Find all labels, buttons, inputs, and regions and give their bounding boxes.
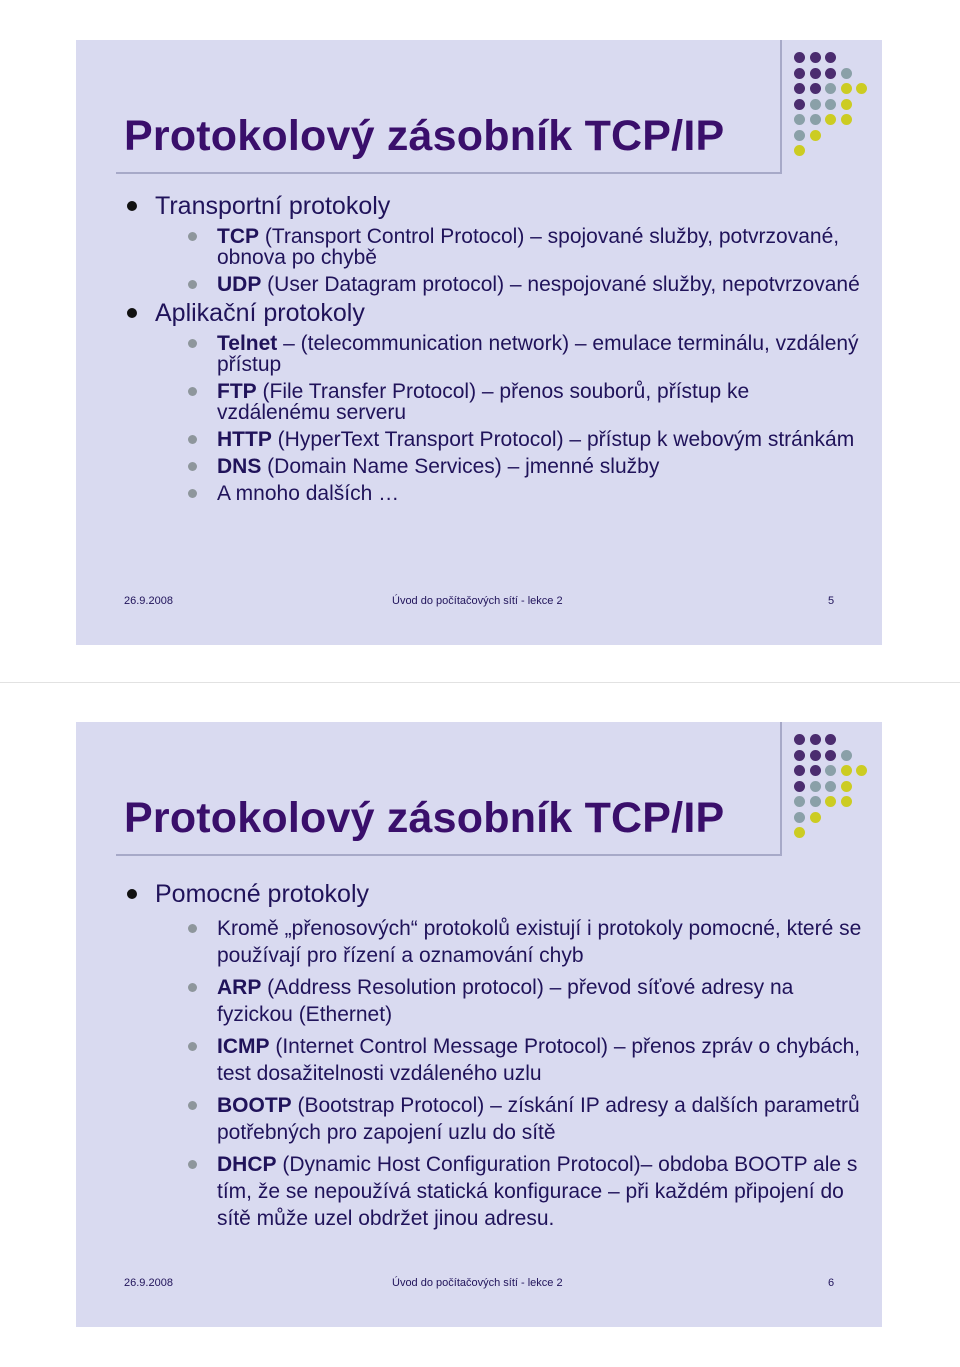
logo-dot [825, 52, 836, 63]
protocol-description: (Bootstrap Protocol) – získání IP adresy a dalších parametrů potřebných pro zapojení uzlu do sítě [217, 1094, 860, 1144]
protocol-description: (Transport Control Protocol) – spojované služby, potvrzované, obnova po chybě [217, 225, 840, 269]
list-item [155, 483, 862, 504]
logo-dot [841, 765, 852, 776]
section-heading: Pomocné protokoly [155, 880, 370, 908]
logo-dot [825, 796, 836, 807]
section-transport [124, 192, 862, 295]
list-item [155, 915, 862, 969]
protocol-term: Telnet [217, 332, 278, 355]
protocol-term: DHCP [217, 1153, 277, 1176]
section-heading: Aplikační protokoly [155, 299, 365, 327]
footer-date: 26.9.2008 [124, 1277, 173, 1289]
bullet-dot-icon [127, 201, 137, 211]
logo-dot [810, 52, 821, 63]
logo-dot [825, 765, 836, 776]
bullet-list [124, 192, 862, 504]
logo-dot [825, 781, 836, 792]
protocol-term: HTTP [217, 428, 272, 451]
logo-dot [810, 796, 821, 807]
logo-dot [841, 99, 852, 110]
sub-list [155, 915, 862, 1232]
logo-dot [825, 734, 836, 745]
logo-dot [825, 99, 836, 110]
sub-bullet-dot-icon [188, 924, 197, 933]
bullet-dot-icon [127, 308, 137, 318]
dot-grid-logo [792, 730, 872, 840]
sub-bullet-dot-icon [188, 1160, 197, 1169]
bullet-list [124, 880, 862, 1232]
list-item [155, 1151, 862, 1232]
dot-grid-logo [792, 48, 872, 158]
slide-2 [76, 722, 882, 1327]
logo-dot [794, 68, 805, 79]
title-underline [116, 172, 781, 174]
logo-dot [825, 68, 836, 79]
sub-bullet-dot-icon [188, 435, 197, 444]
slide-1 [76, 40, 882, 645]
title-underline [116, 854, 781, 856]
protocol-term: ICMP [217, 1035, 270, 1058]
logo-dot [841, 68, 852, 79]
logo-dot [810, 765, 821, 776]
logo-dot [794, 827, 805, 838]
sub-bullet-dot-icon [188, 1101, 197, 1110]
protocol-term: TCP [217, 225, 259, 248]
slide-content [124, 880, 862, 1232]
sub-bullet-dot-icon [188, 1042, 197, 1051]
list-item [155, 456, 862, 477]
logo-dot [810, 114, 821, 125]
logo-dot [841, 796, 852, 807]
logo-dot [794, 781, 805, 792]
sub-bullet-dot-icon [188, 232, 197, 241]
logo-dot [794, 796, 805, 807]
protocol-description: (Dynamic Host Configuration Protocol)– obdoba BOOTP ale s tím, že se nepoužívá statická konfigurace – při každém připojení do sítě může uzel obdržet jinou adresu. [217, 1153, 858, 1230]
logo-dot [810, 83, 821, 94]
logo-dot [810, 734, 821, 745]
protocol-term: FTP [217, 380, 257, 403]
logo-dot [841, 750, 852, 761]
logo-dot [825, 83, 836, 94]
page-separator [0, 682, 960, 683]
logo-dot [841, 83, 852, 94]
list-item [155, 974, 862, 1028]
protocol-term: BOOTP [217, 1094, 292, 1117]
logo-dot [794, 130, 805, 141]
logo-dot [810, 68, 821, 79]
logo-dot [794, 83, 805, 94]
logo-dot [794, 765, 805, 776]
logo-dot [856, 83, 867, 94]
logo-dot [810, 781, 821, 792]
list-item [155, 429, 862, 450]
logo-dot [841, 781, 852, 792]
list-item [155, 333, 862, 375]
sub-list [155, 226, 862, 295]
protocol-description: (Address Resolution protocol) – převod síťové adresy na fyzickou (Ethernet) [217, 976, 794, 1026]
sub-bullet-dot-icon [188, 387, 197, 396]
logo-dot [794, 114, 805, 125]
section-application [124, 299, 862, 504]
logo-dot [825, 750, 836, 761]
logo-dot [856, 765, 867, 776]
list-item [155, 226, 862, 268]
protocol-description: (Internet Control Message Protocol) – přenos zpráv o chybách, test dosažitelnosti vzdáleného uzlu [217, 1035, 861, 1085]
logo-dot [810, 750, 821, 761]
sub-bullet-dot-icon [188, 339, 197, 348]
logo-dot [794, 812, 805, 823]
logo-dot [794, 99, 805, 110]
footer-page-number: 6 [828, 1277, 835, 1289]
protocol-description: (HyperText Transport Protocol) – přístup k webovým stránkám [271, 428, 855, 451]
footer-date: 26.9.2008 [124, 595, 173, 607]
footer-page-number: 5 [828, 595, 835, 607]
bullet-dot-icon [127, 889, 137, 899]
sub-bullet-dot-icon [188, 462, 197, 471]
title-vertical-rule [780, 40, 782, 174]
footer-course-title: Úvod do počítačových sítí - lekce 2 [392, 1277, 563, 1289]
list-item [155, 274, 862, 295]
section-auxiliary [124, 880, 862, 1232]
sub-bullet-dot-icon [188, 489, 197, 498]
protocol-term: DNS [217, 455, 262, 478]
sub-bullet-dot-icon [188, 983, 197, 992]
logo-dot [794, 145, 805, 156]
list-item [155, 1092, 862, 1146]
sub-bullet-dot-icon [188, 280, 197, 289]
protocol-description: A mnoho dalších … [217, 482, 400, 505]
list-item [155, 381, 862, 423]
logo-dot [794, 750, 805, 761]
protocol-description: (User Datagram protocol) – nespojované služby, nepotvrzované [261, 273, 860, 296]
sub-list [155, 333, 862, 504]
logo-dot [794, 52, 805, 63]
protocol-description: – (telecommunication network) – emulace terminálu, vzdálený přístup [217, 332, 859, 376]
footer-course-title: Úvod do počítačových sítí - lekce 2 [392, 595, 563, 607]
slide-title: Protokolový zásobník TCP/IP [124, 794, 725, 842]
protocol-term: UDP [217, 273, 262, 296]
protocol-term: ARP [217, 976, 262, 999]
slide-title: Protokolový zásobník TCP/IP [124, 112, 725, 160]
slide-content [124, 192, 862, 504]
title-vertical-rule [780, 722, 782, 856]
logo-dot [825, 114, 836, 125]
protocol-description: (Domain Name Services) – jmenné služby [261, 455, 660, 478]
section-heading: Transportní protokoly [155, 192, 391, 220]
logo-dot [841, 114, 852, 125]
logo-dot [810, 130, 821, 141]
list-item [155, 1033, 862, 1087]
protocol-description: Kromě „přenosových“ protokolů existují i protokoly pomocné, které se používají pro řízení a oznamování chyb [217, 917, 862, 967]
protocol-description: (File Transfer Protocol) – přenos souborů, přístup ke vzdálenému serveru [217, 380, 750, 424]
logo-dot [794, 734, 805, 745]
logo-dot [810, 812, 821, 823]
logo-dot [810, 99, 821, 110]
